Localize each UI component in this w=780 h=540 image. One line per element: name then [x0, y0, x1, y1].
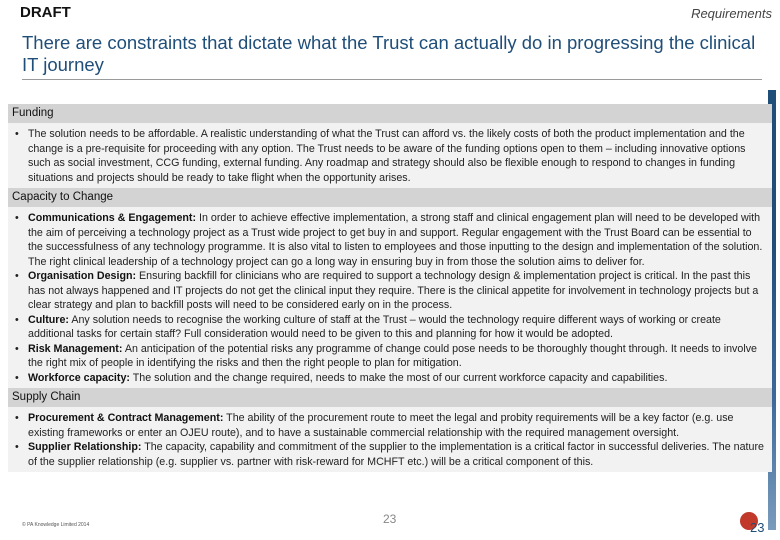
section-body — [8, 407, 772, 472]
slide-number-center: 23 — [383, 512, 397, 526]
bullet-list — [12, 211, 768, 385]
list-item — [12, 313, 768, 342]
copyright-text: © PA Knowledge Limited 2014 — [22, 522, 90, 528]
page-number: 23 — [750, 520, 765, 535]
section-funding — [8, 104, 772, 188]
draft-label: DRAFT — [20, 4, 71, 21]
constraints-panel — [8, 104, 772, 472]
item-text: The ability of the procurement route to meet the legal and probity requirements will be a key factor (e.g. use existing frameworks or enter an OJEU route), and to have a sustainable commercial relationship with the required management oversight. — [28, 412, 734, 439]
list-item — [12, 342, 768, 371]
item-term: Supplier Relationship: — [28, 441, 142, 453]
list-item — [12, 440, 768, 469]
item-text: In order to achieve effective implementation, a strong staff and clinical engagement plan will need to be developed with the aim of perceiving a technology project as a Trust wide project to get buy in and support. Regular engagement with the Trust Board can be essential to the successfulness of any technology programme. It is also vital to listen to employees and those inputting to the design and implementation of the solution. The right clinical leadership of a technology project can go a long way in ensuring buy in from those the solution aims to deliver for. — [28, 212, 763, 268]
list-item — [12, 127, 768, 185]
item-text: Ensuring backfill for clinicians who are required to support a technology design & implementation project is critical. In the past this has not always happened and IT projects do not get the clinical input they require. There is the clinical appetite for involvement in technology projects but a clear strategy and plan to backfill posts will need to be considered early on in the process. — [28, 270, 759, 311]
section-capacity-to-change — [8, 188, 772, 388]
bullet-icon: • — [15, 270, 19, 282]
section-heading: Capacity to Change — [8, 188, 772, 207]
item-term: Workforce capacity: — [28, 371, 130, 384]
item-text: The solution needs to be affordable. A realistic understanding of what the Trust can afford vs. the likely costs of both the product implementation and the change is a pre-requisite for proceeding with any option. The Trust needs to be aware of the funding options open to them – including innovative options such as social investment, CCG funding, external funding. Any roadmap and strategy should also be flexible enough to respond to changes in funding situations and projects should be ready to take flight when the opportunity arises. — [28, 128, 746, 184]
section-body — [8, 123, 772, 188]
bullet-icon: • — [15, 313, 19, 326]
section-body — [8, 207, 772, 388]
bullet-icon: • — [15, 412, 19, 424]
item-text: The solution and the change required, needs to make the most of our current workforce capacity and capabilities. — [129, 371, 668, 384]
item-text: An anticipation of the potential risks any programme of change could pose needs to be thoroughly thought through. It needs to involve the right mix of people in identifying the risks and then the right people to plan for mitigation. — [28, 342, 757, 369]
list-item — [12, 211, 768, 269]
item-term: Culture: — [28, 313, 69, 326]
bullet-icon: • — [15, 212, 19, 224]
item-term: Procurement & Contract Management: — [28, 412, 224, 424]
bullet-list — [12, 127, 768, 185]
item-text: The capacity, capability and commitment of the supplier to the implementation is a critical factor in successful deliveries. The nature of the supplier relationship (e.g. supplier vs. partner with risk-reward for MCHFT etc.) will be a critical component of this. — [28, 441, 764, 468]
item-term: Organisation Design: — [28, 270, 137, 282]
title-divider — [22, 79, 762, 80]
list-item — [12, 269, 768, 313]
list-item — [12, 411, 768, 440]
item-term: Communications & Engagement: — [28, 212, 197, 224]
section-heading: Supply Chain — [8, 388, 772, 407]
section-heading: Funding — [8, 104, 772, 123]
bullet-icon: • — [15, 441, 19, 453]
item-term: Risk Management: — [28, 342, 123, 355]
section-supply-chain — [8, 388, 772, 472]
bullet-icon: • — [15, 128, 19, 140]
list-item — [12, 371, 768, 386]
section-tag: Requirements — [691, 6, 772, 21]
page-title: There are constraints that dictate what the Trust can actually do in progressing the clinical IT journey — [22, 32, 756, 75]
bullet-icon: • — [15, 342, 19, 355]
bullet-icon: • — [15, 371, 19, 384]
bullet-list — [12, 411, 768, 469]
item-text: Any solution needs to recognise the working culture of staff at the Trust – would the technology require different ways of working or create additional tasks for certain staff? Full consideration would need to be given to this and planning for how it would be adopted. — [28, 313, 721, 340]
